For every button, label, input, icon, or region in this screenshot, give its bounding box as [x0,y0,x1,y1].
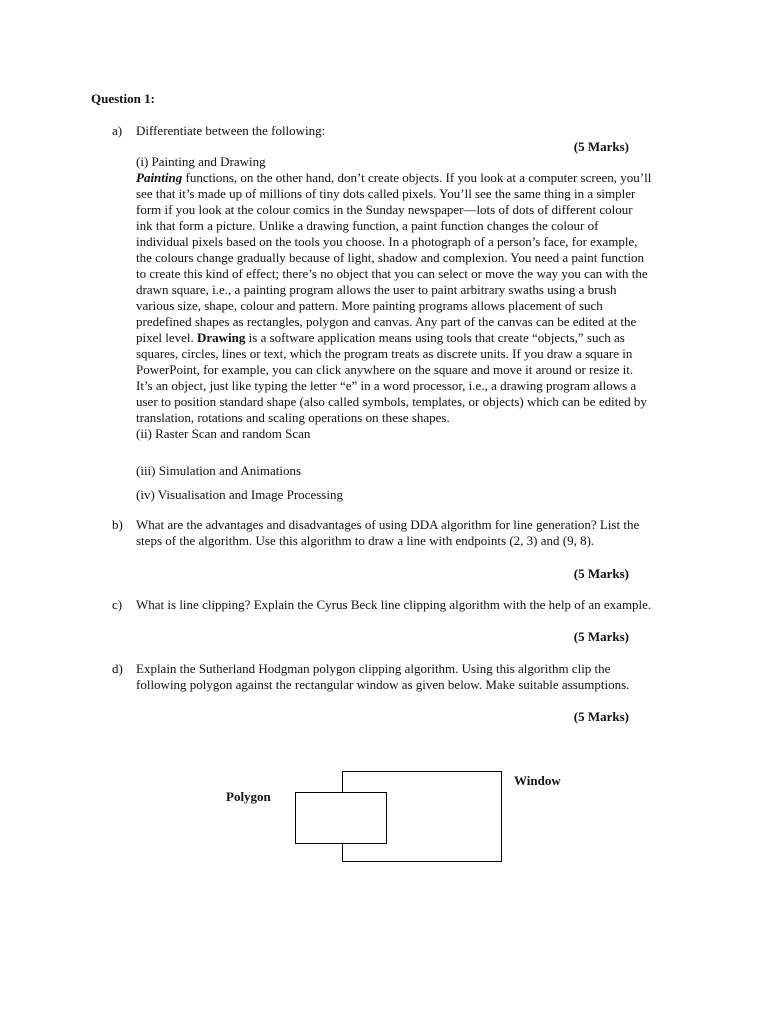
part-b-text: What are the advantages and disadvantages of using DDA algorithm for line generation? List the steps of the algorithm. Use this algorithm to draw a line with endpoints (2, 3) and (9, 8). [136,517,640,548]
part-a-sub-iii: (iii) Simulation and Animations [136,463,302,478]
part-d-label: d) [112,661,123,676]
part-d-text: Explain the Sutherland Hodgman polygon clipping algorithm. Using this algorithm clip the following polygon against the rectangular window as given below. Make suitable assumptions. [136,661,630,692]
part-c-label: c) [112,597,123,612]
part-a-sub-i: (i) Painting and Drawing [136,154,266,169]
question-title: Question 1: [91,91,155,106]
window-label: Window [514,773,561,788]
part-a-marks: (5 Marks) [573,139,629,154]
part-b-marks: (5 Marks) [573,566,629,581]
part-d-marks: (5 Marks) [573,709,629,724]
polygon-rectangle [295,792,387,844]
painting-description: functions, on the other hand, don’t create objects. If you look at a computer screen, you’ll see that it’s made up of millions of tiny dots called pixels. You’ll see the same thing in a simpler form if you look at the colour comics in the Sunday newspaper—lots of dots of different colour ink that form a picture. Unlike a drawing function, a paint function changes the colour of individual pixels based on the tools you choose. In a photograph of a person’s face, for example, the colours change gradually because of light, shadow and complexion. You need a paint function to create this kind of effect; there’s no object that you can select or move the way you can with the drawn square, i.e., a painting program allows the user to paint arbitrary swaths using a brush various size, shape, colour and pattern. More painting programs allows placement of such predefined shapes as rectangles, polygon and canvas. Any part of the canvas can be edited at the pixel level. [136,170,652,345]
part-a-label: a) [112,123,123,138]
polygon-label: Polygon [226,789,271,804]
drawing-term: Drawing [197,330,246,345]
part-a-sub-iv: (iv) Visualisation and Image Processing [136,487,343,502]
part-a-prompt: Differentiate between the following: [136,123,326,138]
part-b-label: b) [112,517,123,532]
part-a-sub-ii: (ii) Raster Scan and random Scan [136,426,311,441]
drawing-description: is a software application means using tools that create “objects,” such as squares, circles, lines or text, which the program treats as discrete units. If you draw a square in PowerPoint, for example, you can click anywhere on the square and move it around or resize it. It’s an object, just like typing the letter “e” in a word processor, i.e., a drawing program allows a user to position standard shape (also called symbols, templates, or objects) which can be edited by translation, rotations and scaling operations on these shapes. [136,330,647,425]
part-a-answer-paragraph [136,170,652,426]
part-c-text: What is line clipping? Explain the Cyrus Beck line clipping algorithm with the help of an example. [136,597,652,612]
painting-term: Painting [136,170,183,185]
part-c-marks: (5 Marks) [573,629,629,644]
